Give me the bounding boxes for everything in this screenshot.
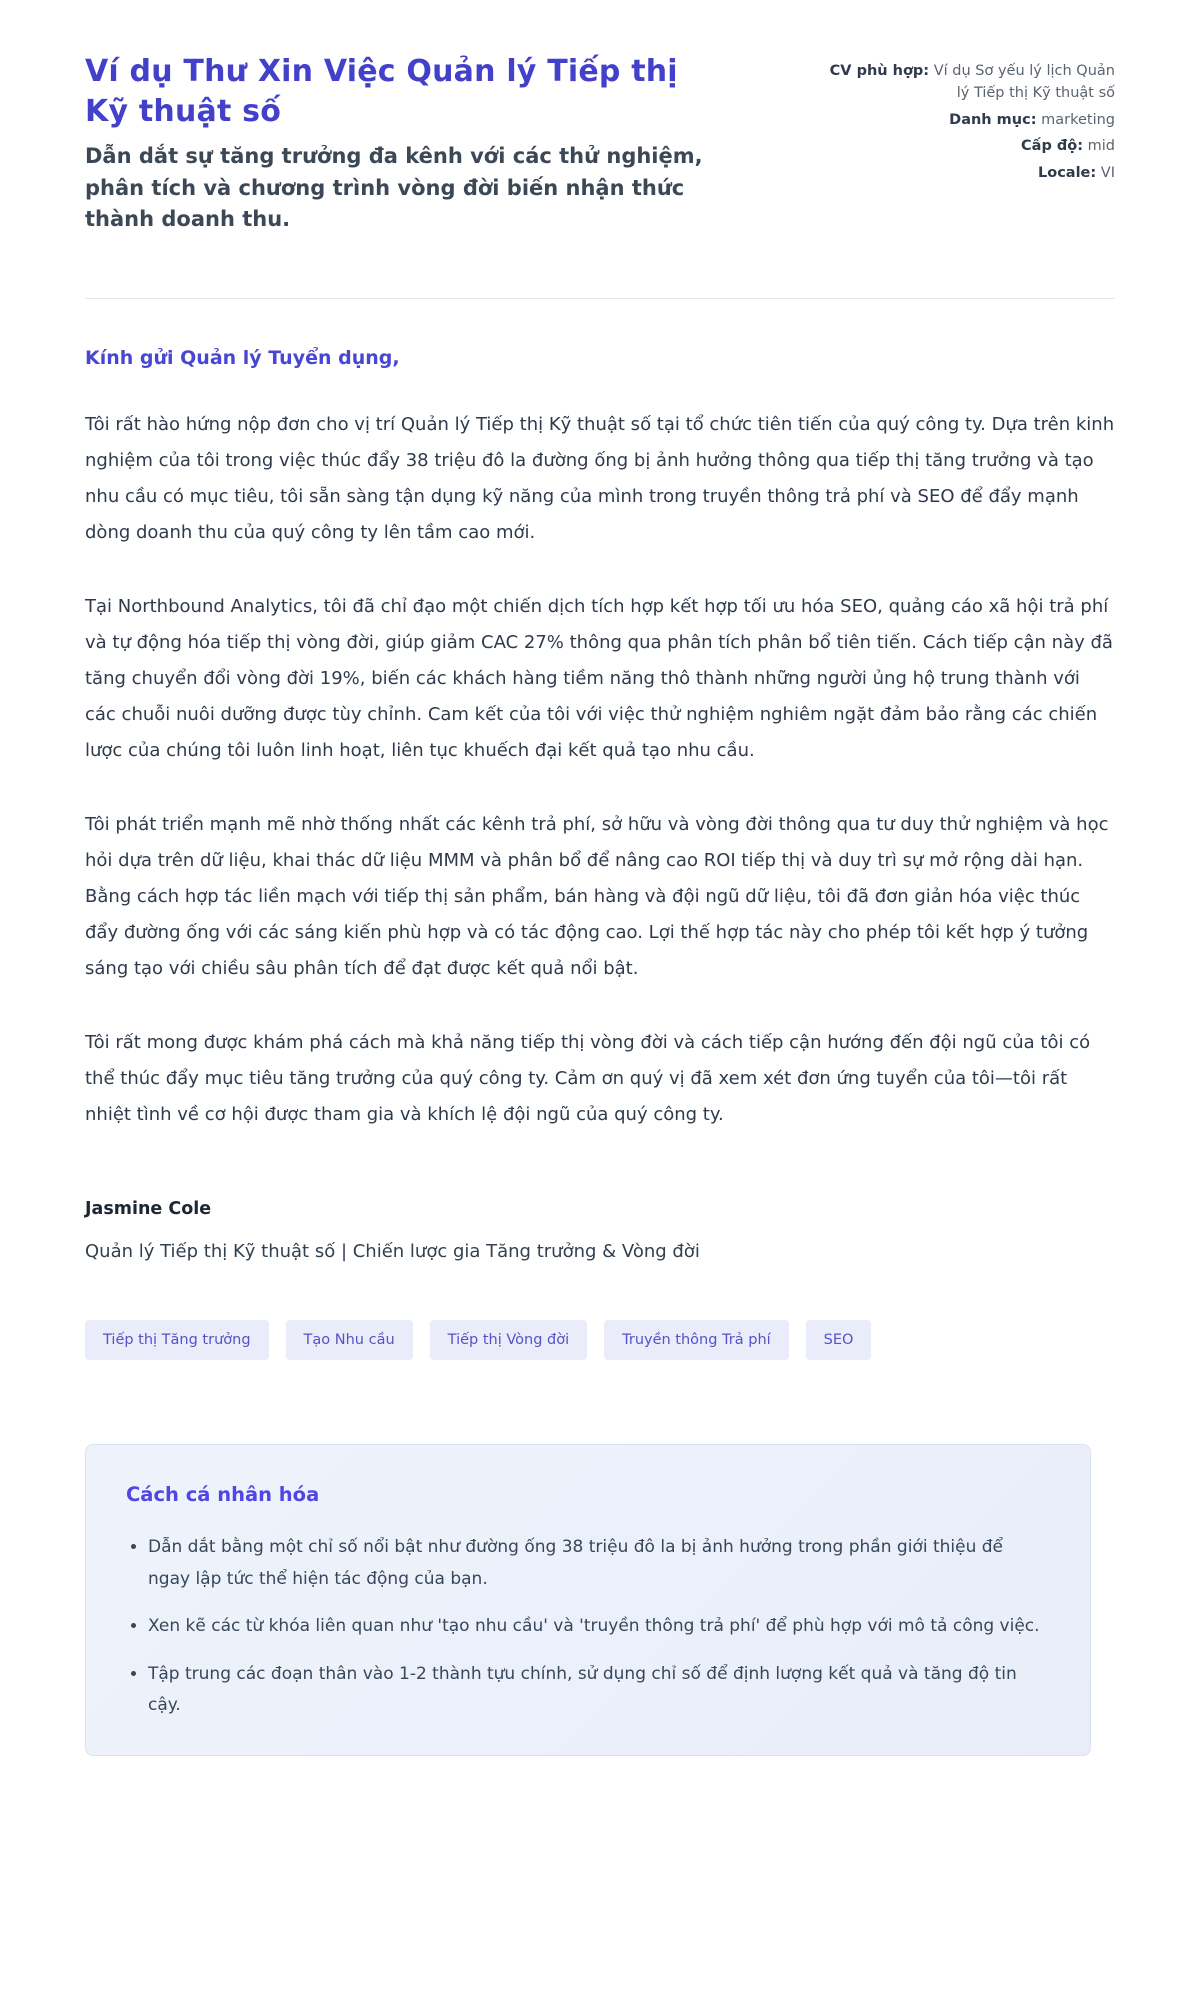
letter-paragraph: Tôi phát triển mạnh mẽ nhờ thống nhất các kênh trả phí, sở hữu và vòng đời thông qua tư duy thử nghiệm và học hỏi dựa trên dữ liệu, khai thác dữ liệu MMM và phân bổ để nâng cao ROI tiếp thị và duy trì sự mở rộng dài hạn. Bằng cách hợp tác liền mạch với tiếp thị sản phẩm, bán hàng và đội ngũ dữ liệu, tôi đã đơn giản hóa việc thúc đẩy đường ống với các sáng kiến phù hợp và có tác động cao. Lợi thế hợp tác này cho phép tôi kết hợp ý tưởng sáng tạo với chiều sâu phân tích để đạt được kết quả nổi bật. <box>85 813 1109 979</box>
callout-list <box>126 1532 1050 1721</box>
page-header <box>85 52 1115 236</box>
letter-paragraph: Tôi rất hào hứng nộp đơn cho vị trí Quản lý Tiếp thị Kỹ thuật số tại tổ chức tiên tiến của quý công ty. Dựa trên kinh nghiệm của tôi trong việc thúc đẩy 38 triệu đô la đường ống bị ảnh hưởng thông qua tiếp thị tăng trưởng và tạo nhu cầu có mục tiêu, tôi sẵn sàng tận dụng kỹ năng của mình trong truyền thông trả phí và SEO để đẩy mạnh dòng doanh thu của quý công ty lên tầm cao mới. <box>85 413 1115 543</box>
page-subtitle: Dẫn dắt sự tăng trưởng đa kênh với các thử nghiệm, phân tích và chương trình vòng đời biến nhận thức thành doanh thu. <box>85 144 703 232</box>
letter-body <box>85 347 1115 1262</box>
meta-level <box>815 135 1115 157</box>
letter-paragraph: Tôi rất mong được khám phá cách mà khả năng tiếp thị vòng đời và cách tiếp cận hướng đến đội ngũ của tôi có thể thúc đẩy mục tiêu tăng trưởng của quý công ty. Cảm ơn quý vị đã xem xét đơn ứng tuyển của tôi—tôi rất nhiệt tình về cơ hội được tham gia và khích lệ đội ngũ của quý công ty. <box>85 1031 1091 1125</box>
page-title: Ví dụ Thư Xin Việc Quản lý Tiếp thị Kỹ thuật số <box>85 54 678 129</box>
header-title-block <box>85 52 725 236</box>
meta-category-value: marketing <box>1041 111 1115 128</box>
tag-chip: Tiếp thị Tăng trưởng <box>85 1320 269 1361</box>
meta-category-label: Danh mục: <box>949 111 1037 128</box>
meta-panel <box>815 52 1115 188</box>
tag-chip: Tiếp thị Vòng đời <box>430 1320 587 1361</box>
tag-list <box>85 1320 1115 1361</box>
meta-resume-label: CV phù hợp: <box>829 63 930 79</box>
tag-chip: Truyền thông Trả phí <box>604 1320 789 1361</box>
meta-resume-value: Ví dụ Sơ yếu lý lịch Quản lý Tiếp thị Kỹ thuật số <box>933 63 1115 102</box>
letter-greeting: Kính gửi Quản lý Tuyển dụng, <box>85 346 400 369</box>
meta-level-value: mid <box>1087 138 1115 155</box>
meta-locale-label: Locale: <box>1038 164 1097 181</box>
callout-title: Cách cá nhân hóa <box>126 1483 320 1507</box>
meta-locale <box>815 162 1115 184</box>
meta-resume <box>815 60 1115 105</box>
letter-paragraph: Tại Northbound Analytics, tôi đã chỉ đạo một chiến dịch tích hợp kết hợp tối ưu hóa SEO, quảng cáo xã hội trả phí và tự động hóa tiếp thị vòng đời, giúp giảm CAC 27% thông qua phân tích phân bổ tiên tiến. Cách tiếp cận này đã tăng chuyển đổi vòng đời 19%, biến các khách hàng tiềm năng thô thành những người ủng hộ trung thành với các chuỗi nuôi dưỡng được tùy chỉnh. Cam kết của tôi với việc thử nghiệm nghiêm ngặt đảm bảo rằng các chiến lược của chúng tôi luôn linh hoạt, liên tục khuếch đại kết quả tạo nhu cầu. <box>85 595 1113 761</box>
callout-item: • Xen kẽ các từ khóa liên quan như 'tạo nhu cầu' và 'truyền thông trả phí' để phù hợp với mô tả công việc. <box>148 1611 1050 1642</box>
tag-chip: Tạo Nhu cầu <box>286 1320 413 1361</box>
signature-name: Jasmine Cole <box>85 1198 212 1219</box>
signature-role: Quản lý Tiếp thị Kỹ thuật số | Chiến lược gia Tăng trưởng & Vòng đời <box>85 1240 700 1262</box>
callout-item: • Tập trung các đoạn thân vào 1-2 thành tựu chính, sử dụng chỉ số để định lượng kết quả và tăng độ tin cậy. <box>148 1659 1050 1722</box>
personalization-callout <box>85 1444 1091 1756</box>
meta-level-label: Cấp độ: <box>1021 138 1084 155</box>
meta-category <box>815 109 1115 131</box>
meta-locale-value: VI <box>1100 164 1115 181</box>
header-divider <box>85 298 1115 299</box>
callout-item: • Dẫn dắt bằng một chỉ số nổi bật như đường ống 38 triệu đô la bị ảnh hưởng trong phần giới thiệu để ngay lập tức thể hiện tác động của bạn. <box>148 1532 1050 1595</box>
tag-chip: SEO <box>806 1320 872 1361</box>
